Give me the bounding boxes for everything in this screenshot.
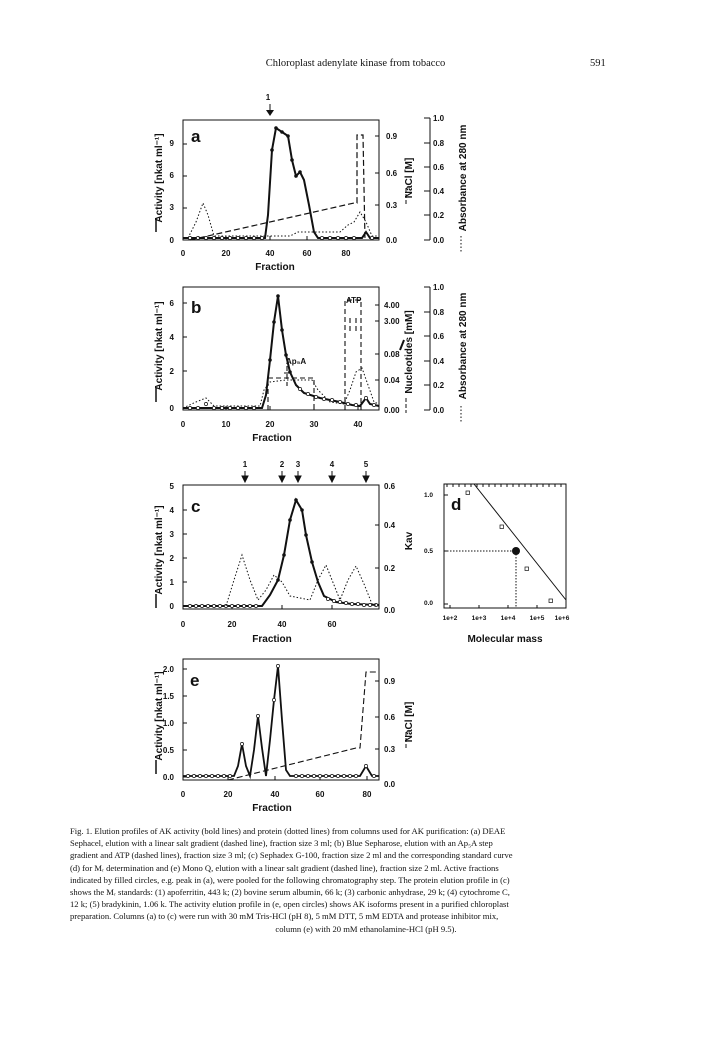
a-mid-tick: 0.3 [386, 201, 398, 210]
b-label-ap5a: Ap₅A [286, 357, 307, 366]
b-right-tick: 0.2 [433, 381, 445, 390]
caption-line: 12 k; (5) bradykinin, 1.06 k. The activity elution profile in (e, open circles) shows AK isoforms present in a purified chloroplast [70, 899, 509, 910]
panel-d [424, 484, 570, 645]
b-mid-tick: 0.00 [384, 406, 400, 415]
b-x-tick: 20 [265, 420, 275, 429]
figure-caption [70, 825, 662, 935]
b-left-tick: 0 [169, 404, 174, 413]
c-marker: 2 [279, 460, 285, 469]
e-mid-tick: 0.9 [384, 677, 396, 686]
e-x-tick: 60 [315, 790, 325, 799]
a-ylabel-mid: NaCl [M] [404, 157, 415, 199]
a-left-tick: 0 [169, 236, 174, 245]
a-ylabel-right: Absorbance at 280 nm [458, 124, 469, 232]
panel-a-letter: a [191, 127, 201, 146]
b-x-tick: 40 [353, 420, 363, 429]
panel-d-letter: d [451, 495, 462, 514]
caption-line: shows the Mᵣ standards: (1) apoferritin, 443 k; (2) bovine serum albumin, 66 k; (3) carbonic anhydrase, 29 k; (4) cytochrome C, [70, 887, 510, 898]
a-right-tick: 0.4 [433, 187, 445, 196]
d-x-tick: 1e+3 [471, 615, 487, 622]
panel-c [154, 460, 415, 645]
b-right-tick: 0.8 [433, 308, 445, 317]
c-x-tick: 40 [277, 620, 287, 629]
a-x-tick: 0 [180, 249, 186, 258]
c-x-tick: 60 [327, 620, 337, 629]
b-label-atp: ATP [346, 296, 362, 305]
panel-c-letter: c [191, 497, 201, 516]
c-right-tick: 0.2 [384, 564, 396, 573]
e-mid-tick: 0.3 [384, 745, 396, 754]
c-right-tick: 0.4 [384, 521, 396, 530]
a-left-tick: 6 [169, 171, 174, 180]
a-right-tick: 1.0 [433, 114, 445, 123]
c-x-tick: 20 [227, 620, 237, 629]
e-x-tick: 40 [270, 790, 280, 799]
b-mid-tick: 4.00 [384, 301, 400, 310]
a-mid-tick: 0.9 [386, 132, 398, 141]
panel-b [154, 283, 469, 444]
b-mid-tick: 3.00 [384, 317, 400, 326]
panel-e [154, 659, 415, 814]
caption-line: preparation. Columns (a) to (c) were run with 30 mM Tris-HCl (pH 8), 5 mM DTT, 5 mM EDTA and protease inhibitor mix, [70, 911, 499, 922]
d-x-tick: 1e+5 [529, 615, 545, 622]
b-x-tick: 30 [309, 420, 319, 429]
b-left-tick: 4 [169, 333, 174, 342]
b-left-tick: 6 [169, 299, 174, 308]
panel-e-letter: e [190, 671, 200, 690]
c-x-tick: 0 [180, 620, 186, 629]
e-xlabel: Fraction [252, 803, 292, 814]
d-y-tick: 1.0 [424, 492, 434, 499]
d-y-tick: 0.5 [424, 548, 434, 555]
panel-a-marker: 1 [265, 93, 271, 102]
c-right-tick: 0.0 [384, 606, 396, 615]
b-x-tick: 10 [221, 420, 231, 429]
b-ylabel-right: Absorbance at 280 nm [458, 292, 469, 400]
e-left-tick: 2.0 [162, 665, 174, 674]
a-x-tick: 80 [341, 249, 351, 258]
e-ylabel-mid: NaCl [M] [404, 701, 415, 743]
c-left-tick: 4 [169, 506, 174, 515]
a-mid-tick: 0.6 [386, 169, 398, 178]
panel-a [154, 93, 469, 273]
a-right-tick: 0.0 [433, 236, 445, 245]
e-mid-tick: 0.6 [384, 713, 396, 722]
b-right-tick: 1.0 [433, 283, 445, 292]
e-ylabel-left: Activity [nkat ml⁻¹] [154, 671, 165, 761]
c-ylabel-left: Activity [nkat ml⁻¹] [154, 505, 165, 595]
c-left-tick: 3 [169, 530, 174, 539]
b-left-tick: 2 [169, 367, 174, 376]
caption-line: (d) for Mᵣ determination and (e) Mono Q, elution with a linear salt gradient (dashed line), fraction size 2 ml. Active fractions [70, 862, 499, 873]
d-y-tick: 0.0 [424, 600, 434, 607]
caption-line: Fig. 1. Elution profiles of AK activity (bold lines) and protein (dotted lines) from columns used for AK purification: (a) DEAE [70, 826, 506, 836]
running-header: Chloroplast adenylate kinase from tobacco [265, 58, 446, 69]
a-ylabel-left: Activity [nkat ml⁻¹] [154, 133, 165, 223]
b-ylabel-mid: Nucleotides [mM] [404, 310, 415, 394]
e-x-tick: 20 [223, 790, 233, 799]
d-xlabel: Molecular mass [467, 634, 543, 645]
b-ylabel-left: Activity [nkat ml⁻¹] [154, 301, 165, 391]
e-left-tick: 1.0 [162, 719, 174, 728]
b-mid-tick: 0.04 [384, 376, 400, 385]
c-xlabel: Fraction [252, 634, 292, 645]
d-x-tick: 1e+2 [442, 615, 458, 622]
page-number: 591 [590, 58, 606, 69]
a-right-tick: 0.2 [433, 211, 445, 220]
a-left-tick: 9 [169, 139, 174, 148]
e-left-tick: 0.5 [162, 746, 174, 755]
d-x-tick: 1e+6 [554, 615, 570, 622]
a-right-tick: 0.8 [433, 139, 445, 148]
b-right-tick: 0.4 [433, 357, 445, 366]
b-xlabel: Fraction [252, 433, 292, 444]
b-x-tick: 0 [180, 420, 186, 429]
c-left-tick: 2 [169, 554, 174, 563]
c-marker: 3 [295, 460, 301, 469]
e-mid-tick: 0.0 [384, 780, 396, 789]
c-left-tick: 0 [169, 602, 174, 611]
caption-line: gradient and ATP (dashed lines), fraction size 3 ml; (c) Sephadex G-100, fraction size 2 ml and the corresponding standard curve [70, 850, 513, 861]
a-mid-tick: 0.0 [386, 236, 398, 245]
c-marker: 4 [329, 460, 335, 469]
a-x-tick: 60 [302, 249, 312, 258]
b-right-tick: 0.6 [433, 332, 445, 341]
c-left-tick: 1 [169, 578, 174, 587]
a-left-tick: 3 [169, 203, 174, 212]
panel-b-letter: b [191, 298, 202, 317]
c-marker: 1 [242, 460, 248, 469]
c-right-tick: 0.6 [384, 482, 396, 491]
e-left-tick: 0.0 [162, 773, 174, 782]
c-left-tick: 5 [169, 482, 174, 491]
e-x-tick: 80 [362, 790, 372, 799]
b-mid-tick: 0.08 [384, 350, 400, 359]
caption-line: column (e) with 20 mM ethanolamine-HCl (pH 9.5). [275, 923, 457, 934]
a-xlabel: Fraction [255, 262, 295, 273]
e-x-tick: 0 [180, 790, 186, 799]
d-x-tick: 1e+4 [500, 615, 516, 622]
e-left-tick: 1.5 [162, 692, 174, 701]
c-marker: 5 [363, 460, 369, 469]
b-right-tick: 0.0 [433, 406, 445, 415]
c-ylabel-right: Kav [404, 531, 415, 551]
caption-line: Sephacel, elution with a linear salt gradient (dashed line), fraction size 3 ml; (b) Blue Sepharose, elution with an Ap₅A step [70, 838, 493, 849]
a-right-tick: 0.6 [433, 163, 445, 172]
a-x-tick: 20 [221, 249, 231, 258]
a-x-tick: 40 [265, 249, 275, 258]
caption-line: indicated by filled circles, e.g. peak in (a), were pooled for the following chromatography step. The protein elution profile in (c) [70, 874, 510, 885]
